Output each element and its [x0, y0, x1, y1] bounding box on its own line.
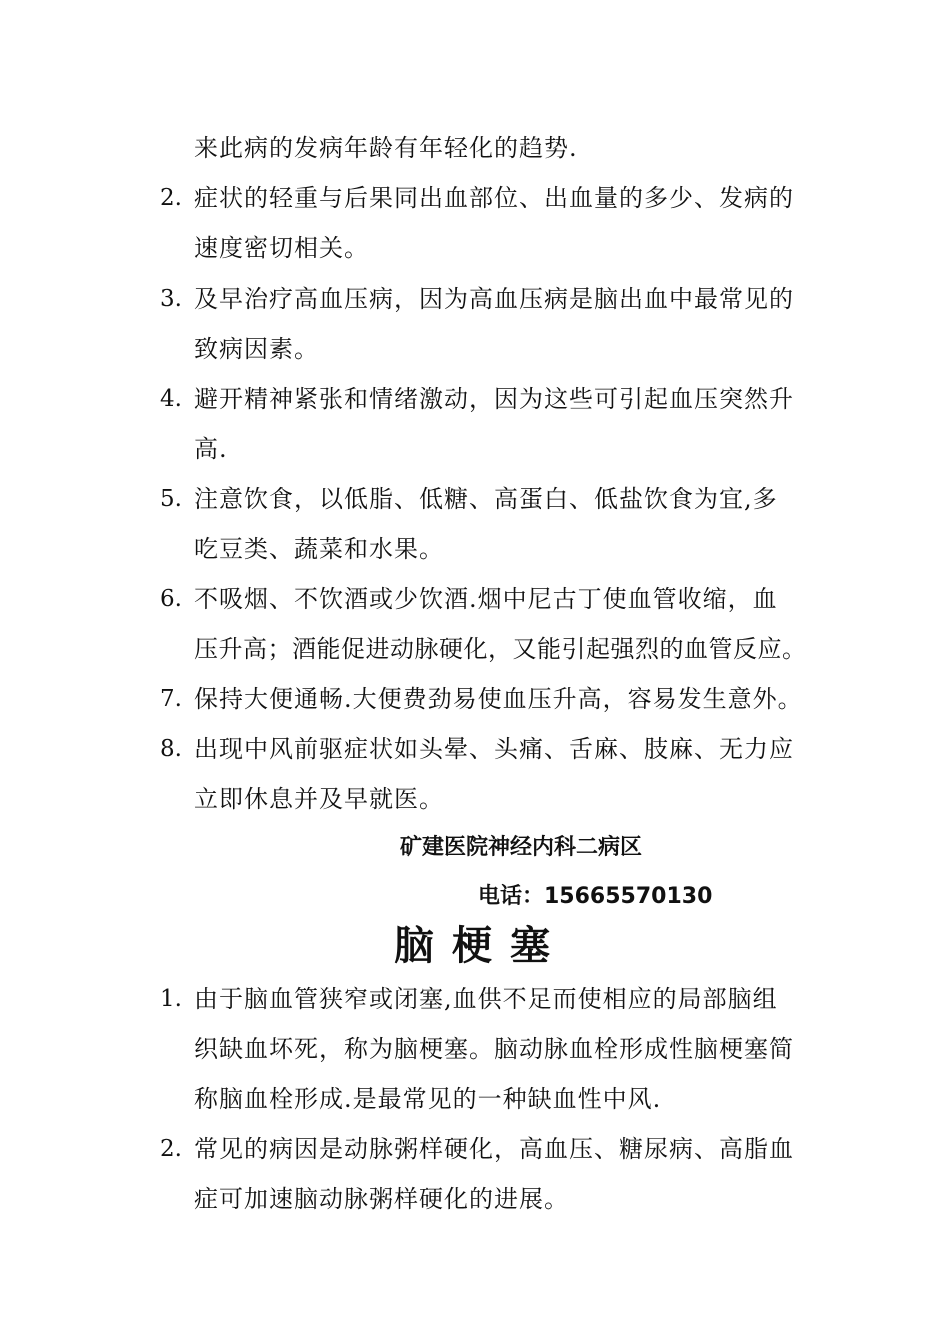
list-item-number: 7. [160, 686, 182, 712]
list-item-line: 注意饮食，以低脂、低糖、高蛋白、低盐饮食为宜,多 [194, 485, 778, 513]
list-item-number: 1. [160, 986, 182, 1012]
list-item-number: 5. [160, 486, 182, 512]
list-item-line: 致病因素。 [194, 335, 319, 363]
list-item-line: 不吸烟、不饮酒或少饮酒.烟中尼古丁使血管收缩，血 [194, 585, 778, 613]
list-item-number: 6. [160, 586, 182, 612]
list-item-line: 保持大便通畅.大便费劲易使血压升高，容易发生意外。 [194, 685, 803, 713]
list-item-number: 4. [160, 386, 182, 412]
list-item-line: 高. [194, 435, 228, 463]
list-item-line: 由于脑血管狭窄或闭塞,血供不足而使相应的局部脑组 [194, 985, 778, 1013]
list-item-line: 速度密切相关。 [194, 234, 369, 262]
list-item-line: 吃豆类、蔬菜和水果。 [194, 535, 444, 563]
list-item-line: 出现中风前驱症状如头晕、头痛、舌麻、肢麻、无力应 [194, 735, 794, 763]
list-item-number: 8. [160, 736, 182, 762]
section-title: 脑梗塞 [394, 923, 568, 969]
list-item-number: 3. [160, 286, 182, 312]
list-item-line: 及早治疗高血压病，因为高血压病是脑出血中最常见的 [194, 285, 794, 313]
list-item-line: 称脑血栓形成.是最常见的一种缺血性中风. [194, 1085, 662, 1113]
phone-number: 电话：15665570130 [478, 884, 713, 909]
list-item-number: 2. [160, 185, 182, 211]
list-item-line: 立即休息并及早就医。 [194, 785, 444, 813]
list-item-line: 常见的病因是动脉粥样硬化，高血压、糖尿病、高脂血 [194, 1135, 794, 1163]
list-item-line: 避开精神紧张和情绪激动，因为这些可引起血压突然升 [194, 385, 794, 413]
list-item-number: 2. [160, 1136, 182, 1162]
list-item-line: 压升高；酒能促进动脉硬化，又能引起强烈的血管反应。 [194, 635, 807, 663]
continuation-line: 来此病的发病年龄有年轻化的趋势. [194, 134, 578, 162]
list-item-line: 织缺血坏死，称为脑梗塞。脑动脉血栓形成性脑梗塞简 [194, 1035, 794, 1063]
list-item-line: 症状的轻重与后果同出血部位、出血量的多少、发病的 [194, 184, 794, 212]
department-name: 矿建医院神经内科二病区 [400, 835, 643, 860]
list-item-line: 症可加速脑动脉粥样硬化的进展。 [194, 1185, 569, 1213]
